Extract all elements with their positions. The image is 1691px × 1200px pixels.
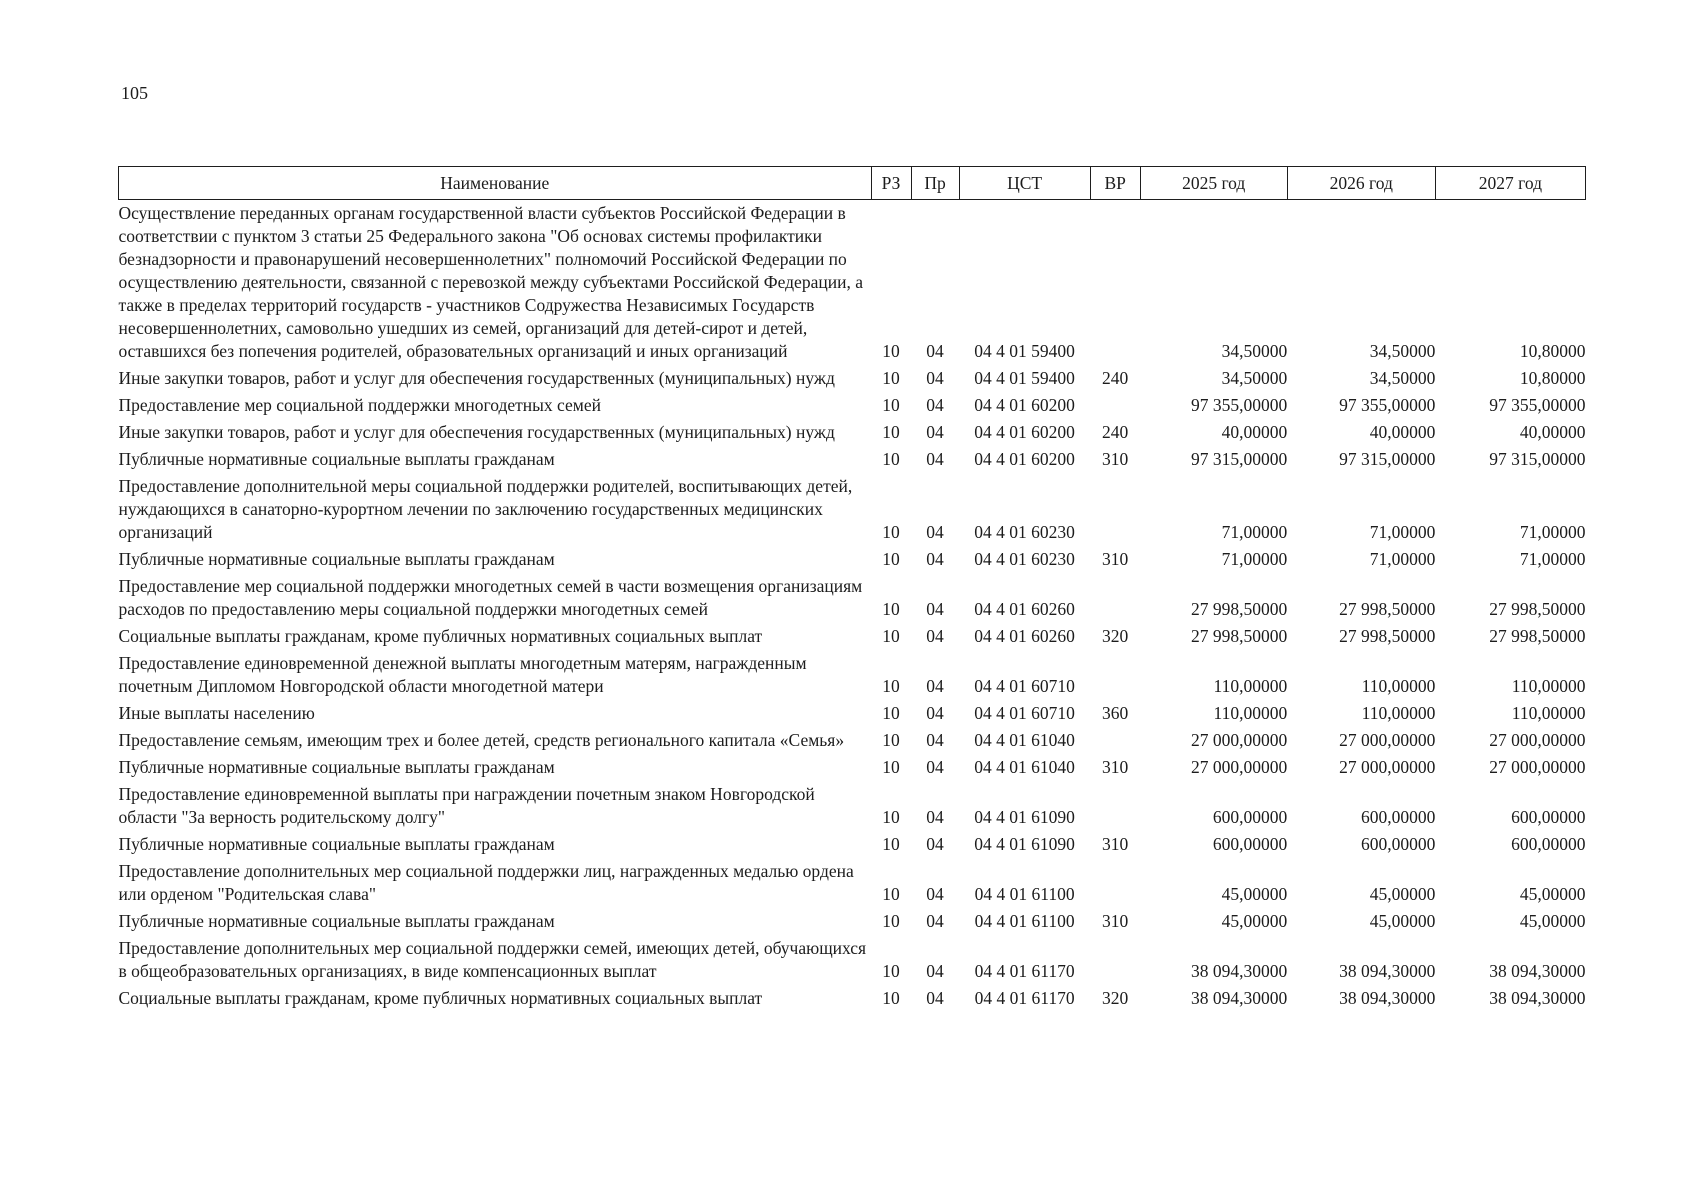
cell-pr: 04 — [926, 676, 944, 696]
cell-2027: 71,00000 — [1519, 549, 1586, 569]
table-row — [119, 392, 1586, 419]
cell-2026: 34,50000 — [1369, 368, 1436, 388]
cell-name: Социальные выплаты гражданам, кроме публичных нормативных социальных выплат — [118, 626, 763, 646]
cell-2026: 27 998,50000 — [1339, 626, 1436, 646]
cell-rz: 10 — [882, 368, 900, 388]
cell-name: Предоставление единовременной выплаты при награждении почетным знаком Новгородской области "За верность родительскому долгу" — [118, 784, 815, 827]
cell-2027: 38 094,30000 — [1489, 961, 1586, 981]
cell-2025: 34,50000 — [1221, 341, 1288, 361]
cell-pr: 04 — [926, 730, 944, 750]
cell-2027: 38 094,30000 — [1489, 988, 1586, 1008]
table-body — [119, 200, 1586, 1013]
cell-name: Предоставление дополнительных мер социальной поддержки семей, имеющих детей, обучающихся в общеобразовательных организациях, в виде компенсационных выплат — [118, 938, 867, 981]
cell-name: Публичные нормативные социальные выплаты гражданам — [118, 757, 555, 777]
cell-2026: 71,00000 — [1369, 522, 1436, 542]
cell-cst: 04 4 01 60710 — [974, 703, 1075, 723]
cell-pr: 04 — [926, 961, 944, 981]
cell-rz: 10 — [882, 961, 900, 981]
cell-name: Иные закупки товаров, работ и услуг для обеспечения государственных (муниципальных) нужд — [118, 422, 835, 442]
table-row — [119, 650, 1586, 700]
table-header-row — [119, 167, 1586, 200]
cell-name: Социальные выплаты гражданам, кроме публичных нормативных социальных выплат — [118, 988, 763, 1008]
cell-2026: 71,00000 — [1369, 549, 1436, 569]
cell-name: Предоставление мер социальной поддержки многодетных семей — [118, 395, 601, 415]
cell-vr — [1090, 727, 1140, 754]
cell-cst: 04 4 01 61090 — [974, 834, 1075, 854]
cell-2026: 97 315,00000 — [1339, 449, 1436, 469]
cell-2025: 110,00000 — [1213, 703, 1288, 723]
cell-rz: 10 — [882, 911, 900, 931]
cell-name: Предоставление семьям, имеющим трех и более детей, средств регионального капитала «Семья» — [118, 730, 845, 750]
header-name: Наименование — [119, 167, 872, 200]
cell-2027: 10,80000 — [1519, 368, 1586, 388]
cell-2025: 97 315,00000 — [1191, 449, 1288, 469]
cell-2025: 27 998,50000 — [1191, 626, 1288, 646]
cell-cst: 04 4 01 61090 — [974, 807, 1075, 827]
cell-vr: 360 — [1102, 703, 1129, 723]
cell-2026: 600,00000 — [1360, 834, 1436, 854]
cell-name: Публичные нормативные социальные выплаты гражданам — [118, 834, 555, 854]
cell-2026: 40,00000 — [1369, 422, 1436, 442]
cell-2027: 27 998,50000 — [1489, 599, 1586, 619]
cell-2025: 71,00000 — [1221, 549, 1288, 569]
cell-vr: 310 — [1102, 834, 1129, 854]
page-number: 105 — [121, 83, 148, 103]
table-row — [119, 623, 1586, 650]
cell-pr: 04 — [926, 911, 944, 931]
cell-rz: 10 — [882, 549, 900, 569]
header-vr: ВР — [1090, 167, 1140, 200]
cell-rz: 10 — [882, 807, 900, 827]
cell-rz: 10 — [882, 522, 900, 542]
table-row — [119, 419, 1586, 446]
cell-2025: 27 000,00000 — [1191, 757, 1288, 777]
cell-2026: 600,00000 — [1360, 807, 1436, 827]
cell-name: Иные выплаты населению — [118, 703, 315, 723]
cell-cst: 04 4 01 60200 — [974, 395, 1075, 415]
cell-vr — [1090, 200, 1140, 366]
table-row — [119, 446, 1586, 473]
cell-vr — [1090, 781, 1140, 831]
table-row — [119, 365, 1586, 392]
table-row — [119, 908, 1586, 935]
cell-2027: 27 000,00000 — [1489, 757, 1586, 777]
cell-vr — [1090, 473, 1140, 546]
cell-2026: 110,00000 — [1361, 676, 1436, 696]
cell-rz: 10 — [882, 757, 900, 777]
cell-cst: 04 4 01 61100 — [974, 911, 1075, 931]
cell-vr: 240 — [1102, 422, 1129, 442]
cell-rz: 10 — [882, 341, 900, 361]
cell-pr: 04 — [926, 599, 944, 619]
cell-2025: 600,00000 — [1212, 807, 1288, 827]
cell-cst: 04 4 01 60230 — [974, 549, 1075, 569]
cell-cst: 04 4 01 60260 — [974, 626, 1075, 646]
table-row — [119, 858, 1586, 908]
cell-2025: 40,00000 — [1221, 422, 1288, 442]
cell-2026: 38 094,30000 — [1339, 988, 1436, 1008]
cell-rz: 10 — [882, 988, 900, 1008]
cell-pr: 04 — [926, 522, 944, 542]
cell-vr: 310 — [1102, 549, 1129, 569]
cell-vr: 310 — [1102, 911, 1129, 931]
cell-pr: 04 — [926, 449, 944, 469]
cell-pr: 04 — [926, 626, 944, 646]
cell-2027: 71,00000 — [1519, 522, 1586, 542]
cell-2027: 97 355,00000 — [1489, 395, 1586, 415]
cell-cst: 04 4 01 59400 — [974, 341, 1075, 361]
cell-2027: 600,00000 — [1511, 807, 1586, 827]
cell-name: Публичные нормативные социальные выплаты гражданам — [118, 911, 555, 931]
cell-2025: 38 094,30000 — [1191, 988, 1288, 1008]
cell-pr: 04 — [926, 368, 944, 388]
cell-name: Предоставление единовременной денежной выплаты многодетным матерям, награжденным почетным Дипломом Новгородской области многодетной матери — [118, 653, 807, 696]
header-cst: ЦСТ — [959, 167, 1090, 200]
cell-2027: 40,00000 — [1519, 422, 1586, 442]
cell-vr: 310 — [1102, 757, 1129, 777]
cell-pr: 04 — [926, 884, 944, 904]
table-row — [119, 781, 1586, 831]
cell-2025: 34,50000 — [1221, 368, 1288, 388]
table-row — [119, 985, 1586, 1012]
cell-2026: 45,00000 — [1369, 884, 1436, 904]
cell-pr: 04 — [926, 341, 944, 361]
cell-2027: 27 000,00000 — [1489, 730, 1586, 750]
cell-2025: 71,00000 — [1221, 522, 1288, 542]
cell-2025: 27 998,50000 — [1191, 599, 1288, 619]
cell-2026: 38 094,30000 — [1339, 961, 1436, 981]
cell-name: Публичные нормативные социальные выплаты гражданам — [118, 549, 555, 569]
cell-vr — [1090, 392, 1140, 419]
cell-2025: 600,00000 — [1212, 834, 1288, 854]
header-pr: Пр — [911, 167, 959, 200]
cell-rz: 10 — [882, 834, 900, 854]
cell-pr: 04 — [926, 422, 944, 442]
cell-cst: 04 4 01 60260 — [974, 599, 1075, 619]
cell-2026: 27 000,00000 — [1339, 757, 1436, 777]
cell-cst: 04 4 01 59400 — [974, 368, 1075, 388]
table-row — [119, 473, 1586, 546]
budget-table — [118, 166, 1586, 1012]
cell-cst: 04 4 01 61040 — [974, 730, 1075, 750]
table-row — [119, 700, 1586, 727]
cell-cst: 04 4 01 60710 — [974, 676, 1075, 696]
cell-cst: 04 4 01 61100 — [974, 884, 1075, 904]
cell-2026: 27 998,50000 — [1339, 599, 1436, 619]
cell-vr: 240 — [1102, 368, 1129, 388]
cell-cst: 04 4 01 60230 — [974, 522, 1075, 542]
cell-rz: 10 — [882, 626, 900, 646]
cell-2026: 97 355,00000 — [1339, 395, 1436, 415]
cell-cst: 04 4 01 60200 — [974, 449, 1075, 469]
header-2026: 2026 год — [1287, 167, 1435, 200]
cell-cst: 04 4 01 61040 — [974, 757, 1075, 777]
cell-pr: 04 — [926, 988, 944, 1008]
cell-rz: 10 — [882, 703, 900, 723]
cell-2026: 34,50000 — [1369, 341, 1436, 361]
table-row — [119, 935, 1586, 985]
table-row — [119, 573, 1586, 623]
cell-2027: 110,00000 — [1511, 703, 1586, 723]
cell-2026: 45,00000 — [1369, 911, 1436, 931]
cell-pr: 04 — [926, 757, 944, 777]
cell-2027: 45,00000 — [1519, 884, 1586, 904]
cell-2025: 97 355,00000 — [1191, 395, 1288, 415]
cell-2027: 27 998,50000 — [1489, 626, 1586, 646]
cell-name: Предоставление дополнительных мер социальной поддержки лиц, награжденных медалью ордена или орденом "Родительская слава" — [118, 861, 854, 904]
cell-2027: 10,80000 — [1519, 341, 1586, 361]
cell-2025: 27 000,00000 — [1191, 730, 1288, 750]
cell-name: Публичные нормативные социальные выплаты гражданам — [118, 449, 555, 469]
cell-pr: 04 — [926, 703, 944, 723]
cell-vr — [1090, 858, 1140, 908]
cell-2025: 45,00000 — [1221, 911, 1288, 931]
cell-pr: 04 — [926, 549, 944, 569]
cell-name: Предоставление дополнительной меры социальной поддержки родителей, воспитывающих детей, нуждающихся в санаторно-курортном лечении по заключению государственных медицинских организаций — [118, 476, 853, 542]
cell-rz: 10 — [882, 730, 900, 750]
cell-2026: 27 000,00000 — [1339, 730, 1436, 750]
cell-2027: 45,00000 — [1519, 911, 1586, 931]
cell-vr — [1090, 573, 1140, 623]
cell-cst: 04 4 01 60200 — [974, 422, 1075, 442]
cell-name: Предоставление мер социальной поддержки многодетных семей в части возмещения организациям расходов по предоставлению меры социальной поддержки многодетных семей — [118, 576, 863, 619]
cell-2025: 45,00000 — [1221, 884, 1288, 904]
cell-vr: 310 — [1102, 449, 1129, 469]
cell-2027: 110,00000 — [1511, 676, 1586, 696]
cell-vr: 320 — [1102, 988, 1129, 1008]
cell-2025: 110,00000 — [1213, 676, 1288, 696]
cell-name: Иные закупки товаров, работ и услуг для обеспечения государственных (муниципальных) нужд — [118, 368, 835, 388]
cell-pr: 04 — [926, 807, 944, 827]
cell-2026: 110,00000 — [1361, 703, 1436, 723]
cell-pr: 04 — [926, 395, 944, 415]
header-2027: 2027 год — [1435, 167, 1585, 200]
cell-2027: 600,00000 — [1511, 834, 1586, 854]
header-rz: РЗ — [871, 167, 911, 200]
cell-rz: 10 — [882, 395, 900, 415]
cell-rz: 10 — [882, 884, 900, 904]
cell-rz: 10 — [882, 422, 900, 442]
cell-cst: 04 4 01 61170 — [974, 961, 1075, 981]
cell-rz: 10 — [882, 599, 900, 619]
table-row — [119, 727, 1586, 754]
cell-vr — [1090, 935, 1140, 985]
cell-vr — [1090, 650, 1140, 700]
table-row — [119, 831, 1586, 858]
cell-pr: 04 — [926, 834, 944, 854]
cell-cst: 04 4 01 61170 — [974, 988, 1075, 1008]
table-row — [119, 754, 1586, 781]
cell-2027: 97 315,00000 — [1489, 449, 1586, 469]
table-row — [119, 200, 1586, 366]
table-row — [119, 546, 1586, 573]
cell-rz: 10 — [882, 449, 900, 469]
cell-2025: 38 094,30000 — [1191, 961, 1288, 981]
header-2025: 2025 год — [1140, 167, 1287, 200]
cell-name: Осуществление переданных органам государственной власти субъектов Российской Федерации в соответствии с пунктом 3 статьи 25 Федерального закона "Об основах системы профилактики безнадзорности и правонарушений несовершеннолетних" полномочий Российской Федерации по осуществлению деятельности, связанной с перевозкой между субъектами Российской Федерации, а также в пределах территорий государств - участников Содружества Независимых Государств несовершеннолетних, самовольно ушедших из семей, организаций для детей-сирот и детей, оставшихся без попечения родителей, образовательных организаций и иных организаций — [118, 203, 863, 361]
cell-rz: 10 — [882, 676, 900, 696]
cell-vr: 320 — [1102, 626, 1129, 646]
